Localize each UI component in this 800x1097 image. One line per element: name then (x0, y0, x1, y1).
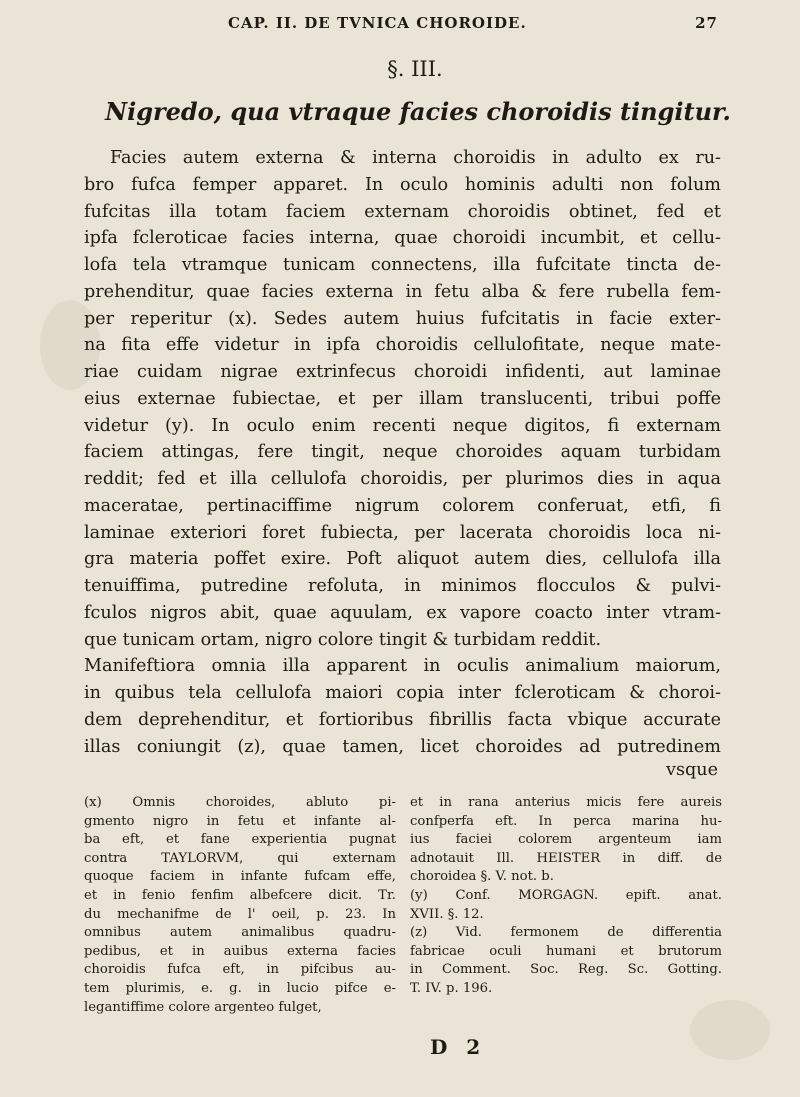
footnote-line: (x) Omnis choroides, abluto pi- (84, 795, 396, 810)
section-number: §. III. (387, 57, 443, 81)
page-number: 27 (695, 14, 718, 32)
footnote-line: tem plurimis, e. g. in lucio pifce e- (84, 980, 396, 996)
text-line: riae cuidam nigrae extrinfecus choroidi infidenti, aut laminae (84, 362, 721, 382)
footnote-line: et in rana anterius micis fere aureis (410, 795, 722, 810)
text-line: maceratae, pertinaciffime nigrum colorem conferuat, etfi, fi (84, 495, 721, 516)
text-line: Manifeftiora omnia illa apparent in oculis animalium maiorum, (84, 656, 721, 677)
footnote-line: du mechanifme de l' oeil, p. 23. In (84, 906, 396, 922)
footnote-line: ius faciei colorem argenteum iam (410, 832, 722, 848)
text-line: lofa tela vtramque tunicam connectens, illa fufcitate tincta de- (84, 255, 721, 275)
footnote-line: pedibus, et in auibus externa facies (84, 943, 396, 959)
footnote-line: T. IV. p. 196. (410, 980, 493, 996)
text-line: dem deprehenditur, et fortioribus fibrillis facta vbique accurate (84, 709, 721, 730)
text-line: bro fufca femper apparet. In oculo hominis adulti non folum (84, 174, 721, 195)
text-line: per reperitur (x). Sedes autem huius fufcitatis in facie exter- (84, 308, 721, 329)
footnote-line: omnibus autem animalibus quadru- (84, 925, 396, 941)
text-line: na fita effe videtur in ipfa choroidis cellulofitate, neque mate- (84, 335, 721, 356)
text-line: que tunicam ortam, nigro colore tingit & turbidam reddit. (84, 629, 602, 650)
footnotes (84, 794, 721, 1034)
text-line: reddit; fed et illa cellulofa choroidis, per plurimos dies in aqua (84, 469, 721, 489)
footnote-line: fabricae oculi humani et brutorum (410, 943, 722, 959)
text-line: fculos nigros abit, quae aquulam, ex vapore coacto inter vtram- (84, 602, 721, 623)
footnote-line: ba eft, et fane experientia pugnat (84, 832, 396, 848)
running-head (228, 14, 718, 40)
footnote-line: adnotauit Ill. HEISTER in diff. de (410, 850, 722, 866)
main-text (84, 145, 721, 760)
text-line: tenuiffima, putredine refoluta, in minimos flocculos & pulvi- (84, 576, 721, 596)
footnote-line: confperfa eft. In perca marina hu- (410, 813, 722, 829)
text-line: laminae exteriori foret fubiecta, per lacerata choroidis loca ni- (84, 522, 721, 543)
section-heading: Nigredo, qua vtraque facies choroidis tingitur. (105, 97, 731, 126)
text-line: illas coniungit (z), quae tamen, licet choroides ad putredinem (84, 736, 721, 757)
text-line: prehenditur, quae facies externa in fetu alba & fere rubella fem- (84, 281, 721, 302)
footnote-line: (y) Conf. MORGAGN. epift. anat. (410, 887, 722, 903)
footnotes-left-column (84, 794, 396, 1017)
catchword: vsque (666, 760, 718, 780)
footnote-line: XVII. §. 12. (410, 906, 484, 922)
running-head-title: CAP. II. DE TVNICA CHOROIDE. (228, 14, 527, 32)
footnote-line: choroidea §. V. not. b. (410, 869, 554, 885)
text-line: Facies autem externa & interna choroidis in adulto ex ru- (110, 148, 721, 168)
footnote-line: contra TAYLORVM, qui externam (84, 850, 396, 866)
text-line: gra materia poffet exire. Poft aliquot autem dies, cellulofa illa (84, 549, 721, 570)
text-line: eius externae fubiectae, et per illam translucenti, tribui poffe (84, 388, 721, 409)
footnote-line: et in fenio fenfim albefcere dicit. Tr. (84, 887, 396, 903)
footnote-line: legantiffime colore argenteo fulget, (84, 999, 322, 1015)
footnote-line: choroidis fufca eft, in pifcibus au- (84, 962, 396, 978)
footnote-line: quoque faciem in infante fufcam effe, (84, 869, 396, 885)
text-line: faciem attingas, fere tingit, neque choroides aquam turbidam (84, 442, 721, 463)
text-line: fufcitas illa totam faciem externam choroidis obtinet, fed et (84, 201, 721, 222)
text-line: ipfa fcleroticae facies interna, quae choroidi incumbit, et cellu- (84, 228, 721, 249)
footnotes-right-column (410, 794, 722, 999)
text-line: in quibus tela cellulofa maiori copia inter fcleroticam & choroi- (84, 683, 721, 703)
footnote-line: (z) Vid. fermonem de differentia (410, 925, 722, 941)
signature-mark: D 2 (430, 1035, 487, 1059)
footnote-line: in Comment. Soc. Reg. Sc. Gotting. (410, 962, 722, 978)
footnote-line: gmento nigro in fetu et infante al- (84, 813, 396, 829)
text-line: videtur (y). In oculo enim recenti neque digitos, fi externam (84, 415, 721, 436)
